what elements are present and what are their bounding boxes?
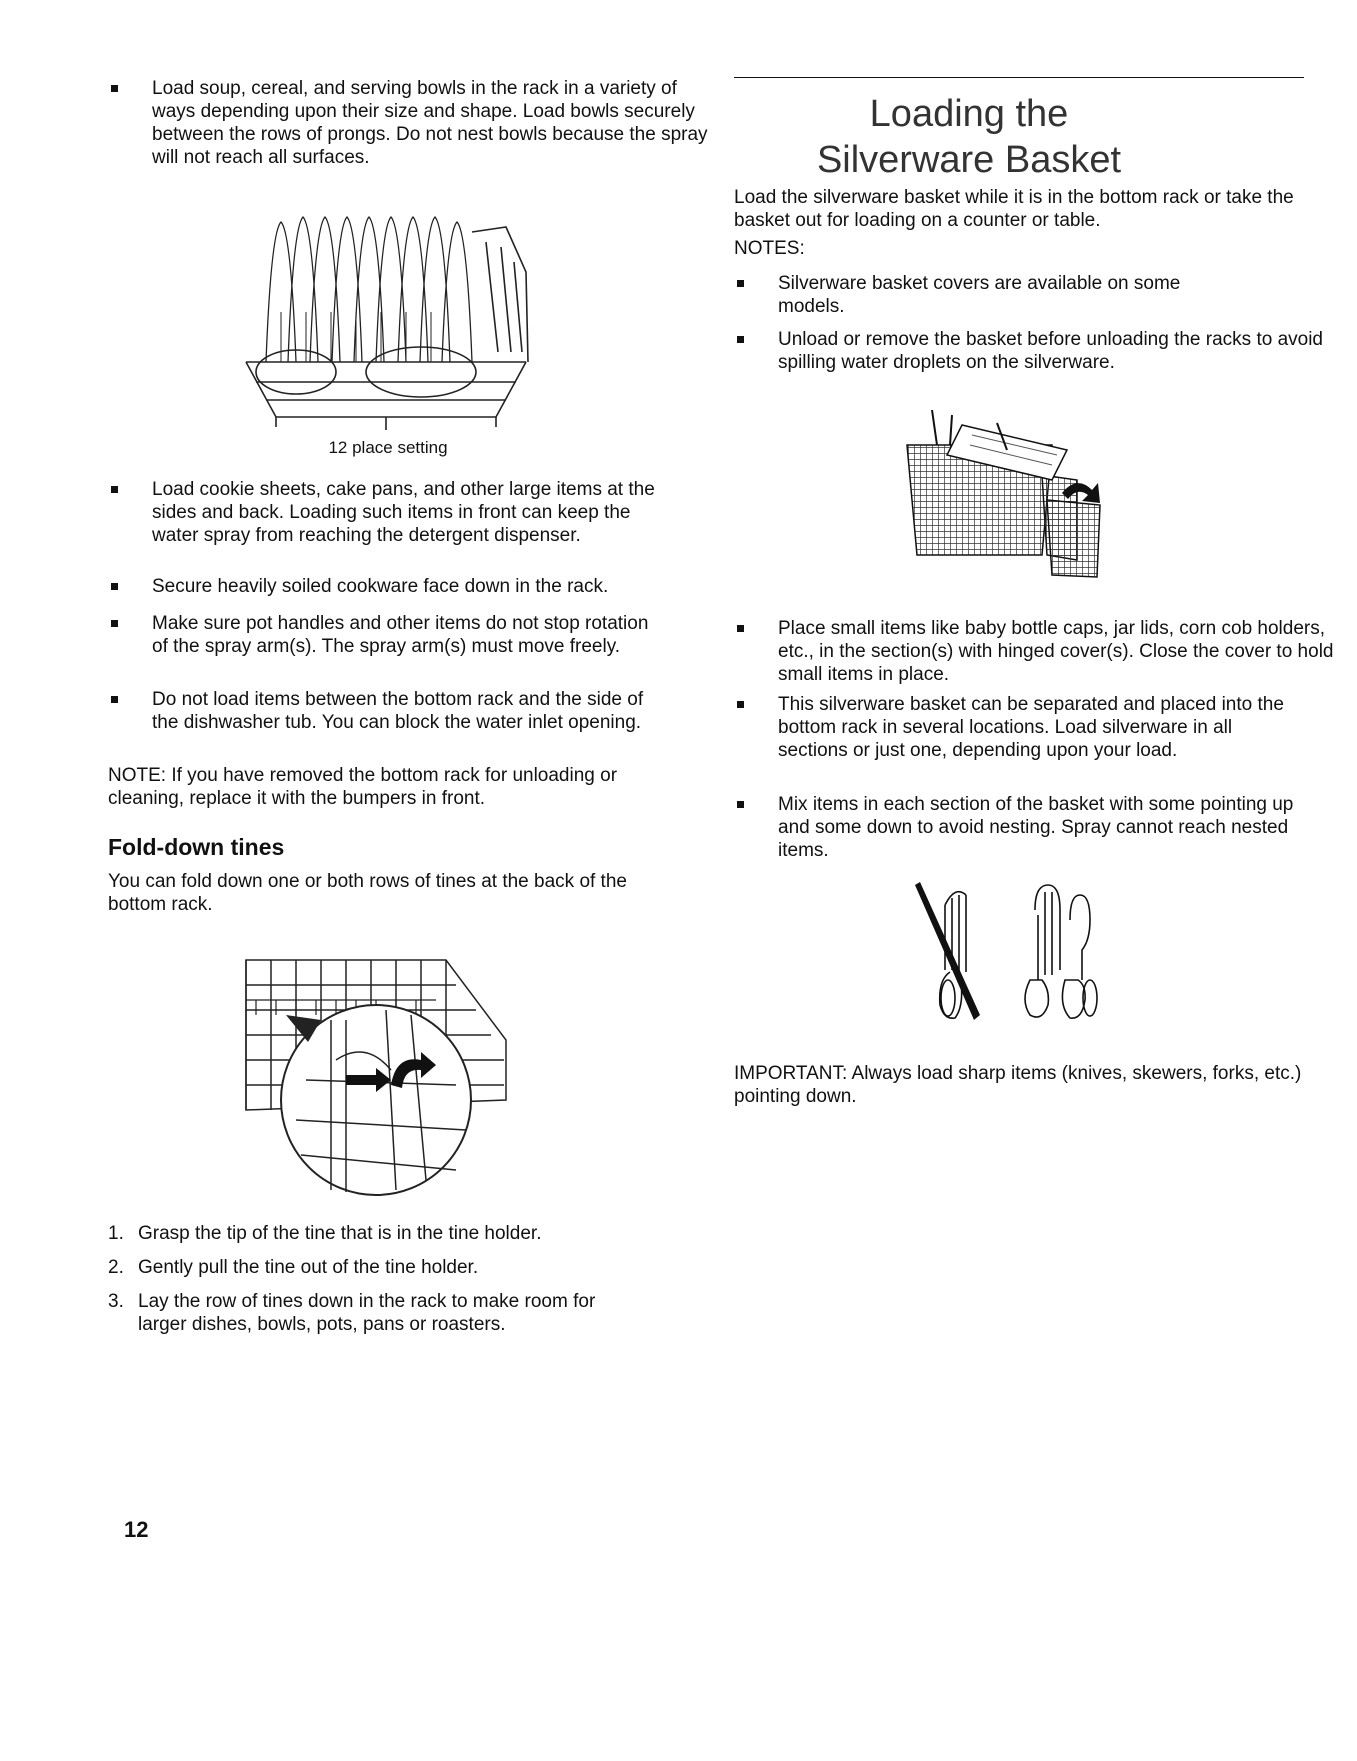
bullet-cookware: Secure heavily soiled cookware face down in the rack. [108,575,692,598]
step-text: Grasp the tip of the tine that is in the tine holder. [138,1223,542,1244]
step-1 [108,1222,678,1248]
intro-text: Load the silverware basket while it is in the bottom rack or take the basket out for loading on a counter or table. [734,187,1294,231]
step-3 [108,1290,678,1338]
bullet-mix-items: Mix items in each section of the basket with some pointing up and some down to avoid nesting. Spray cannot reach nested items. [734,793,1298,862]
foldown-tines-title: Fold-down tines [108,834,285,860]
important-sharp-items: IMPORTANT: Always load sharp items (knives, skewers, forks, etc.) pointing down. [734,1063,1302,1107]
dish-rack-drawing [236,212,536,434]
bullet-separate-basket: This silverware basket can be separated and placed into the bottom rack in several locations. Load silverware in all sections or just one, depending upon your load. [734,693,1298,762]
silverware-basket-illustration [902,405,1142,585]
utensils-illustration [910,880,1110,1030]
utensils-drawing [910,880,1110,1030]
section-heading-line2: Silverware Basket [816,139,1122,181]
section-heading-line1: Loading the [869,93,1069,135]
note-basket-covers: Silverware basket covers are available on some models. [734,272,1248,318]
bullet-cookie-sheets: Load cookie sheets, cake pans, and other large items at the sides and back. Loading such items in front can keep the water spray from reaching the detergent dispenser. [108,478,662,547]
foldown-tines-text: You can fold down one or both rows of tines at the back of the bottom rack. [108,871,627,915]
note-bumpers: NOTE: If you have removed the bottom rack for unloading or cleaning, replace it with the bumpers in front. [108,765,618,809]
notes-label: NOTES: [734,238,805,259]
step-number: 1. [108,1223,124,1244]
knife-icon [915,882,980,1020]
bullet-bottom-rack: Do not load items between the bottom rack and the side of the dishwasher tub. You can block the water inlet opening. [108,688,662,734]
bullet-pot-handles: Make sure pot handles and other items do not stop rotation of the spray arm(s). The spray arm(s) must move freely. [108,612,662,658]
step-number: 2. [108,1257,124,1278]
bullet-small-items: Place small items like baby bottle caps, jar lids, corn cob holders, etc., in the section(s) with hinged cover(s). Close the cover to hold small items in place. [734,617,1357,686]
bullet-bowls: Load soup, cereal, and serving bowls in the rack in a variety of ways depending upon their size and shape. Load bowls securely between the rows of prongs. Do not nest bowls because the spray will not reach all surfaces. [108,77,712,169]
page-number: 12 [124,1517,149,1542]
figure-caption-place-setting: 12 place setting [328,438,448,457]
fold-down-tines-illustration [226,940,516,1200]
dish-rack-illustration [236,212,536,434]
silverware-basket-drawing [902,405,1142,585]
step-text: Gently pull the tine out of the tine holder. [138,1257,479,1278]
step-2 [108,1256,678,1282]
section-rule [734,77,1304,78]
fold-down-tines-drawing [226,940,516,1200]
step-number: 3. [108,1291,124,1312]
note-unload-basket: Unload or remove the basket before unloading the racks to avoid spilling water droplets on the silverware. [734,328,1338,374]
step-text: Lay the row of tines down in the rack to make room for larger dishes, bowls, pots, pans or roasters. [138,1291,596,1335]
step-list [108,1222,678,1338]
